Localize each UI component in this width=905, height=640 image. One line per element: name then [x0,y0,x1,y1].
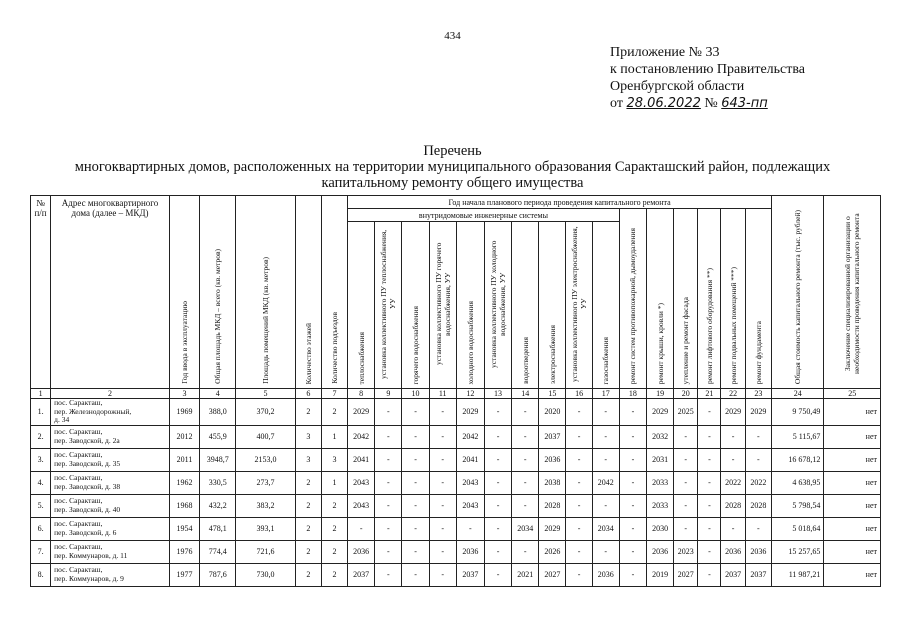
appendix-line: Оренбургской области [610,79,745,94]
cell-cost: 5 115,67 [772,425,824,448]
header-no: № п/п [31,196,51,389]
cell-c21: - [698,540,721,563]
column-number: 2 [51,389,170,399]
cell-c9: - [375,563,402,586]
cell-c16: - [566,399,592,426]
header-premises-area: Площадь помещений МКД (кв. метров) [236,196,295,389]
header-c17: газоснабжения [592,222,619,389]
address-line: пер. Коммунаров, д. 9 [54,573,124,583]
cell-c10: - [402,399,429,426]
cell-c8: 2042 [348,425,375,448]
address-line: пос. Саракташ, [54,398,103,407]
cell-c20: 2027 [674,563,698,586]
cell-c16: - [566,563,592,586]
cell-concl: нет [824,399,881,426]
cell-c9: - [375,494,402,517]
header-c23: ремонт фундамента [745,209,771,389]
cell-c20: - [674,425,698,448]
cell-cost: 9 750,49 [772,399,824,426]
cell-c15: 2036 [539,448,566,471]
column-number: 5 [236,389,295,399]
column-number: 18 [619,389,646,399]
cell-prem: 393,1 [236,517,295,540]
cell-c15: 2038 [539,471,566,494]
cell-floors: 2 [295,471,321,494]
cell-c19: 2031 [647,448,674,471]
cell-total: 3948,7 [200,448,236,471]
cell-c11: - [429,563,456,586]
address-line: д. 34 [54,415,70,424]
cell-year: 1969 [169,399,199,426]
cell-ent: 2 [321,563,347,586]
column-number: 23 [745,389,771,399]
cell-c19: 2029 [647,399,674,426]
column-number: 8 [348,389,375,399]
cell-floors: 2 [295,517,321,540]
header-year-built: Год ввода в эксплуатацию [169,196,199,389]
address-line: пос. Саракташ, [54,473,103,482]
cell-c12: 2029 [456,399,484,426]
cell-c11: - [429,540,456,563]
cell-c19: 2033 [647,494,674,517]
row-number: 1. [31,399,51,426]
cell-c16: - [566,448,592,471]
cell-total: 774,4 [200,540,236,563]
address-line: пос. Саракташ, [54,496,103,505]
cell-c20: - [674,448,698,471]
address-line: пер. Заводской, д. 38 [54,481,121,491]
column-number: 4 [200,389,236,399]
cell-c20: - [674,471,698,494]
table-row [31,471,881,494]
cell-c14: 2034 [512,517,539,540]
header-c21: ремонт лифтового оборудования **) [698,209,721,389]
header-c18: ремонт систем противопожарной, дымоудаления [619,209,646,389]
cell-c17: - [592,399,619,426]
header-c15: электроснабжения [539,222,566,389]
cell-c13: - [484,540,511,563]
header-cost: Общая стоимость капитального ремонта (тыс. рублей) [772,196,824,389]
cell-cost: 16 678,12 [772,448,824,471]
cell-c11: - [429,448,456,471]
cell-c13: - [484,517,511,540]
column-number: 24 [772,389,824,399]
cell-cost: 11 987,21 [772,563,824,586]
cell-floors: 2 [295,399,321,426]
row-number: 3. [31,448,51,471]
header-conclusion: Заключение специализированной организации о необходимости проведения капитального ремонта [824,196,881,389]
cell-c17: - [592,540,619,563]
address-line: пос. Саракташ, [54,450,103,459]
cell-c23: 2029 [745,399,771,426]
column-number: 1 [31,389,51,399]
cell-c22: - [721,517,745,540]
cell-c12: 2042 [456,425,484,448]
cell-c8: 2036 [348,540,375,563]
cell-concl: нет [824,448,881,471]
cell-c12: 2043 [456,471,484,494]
cell-c23: 2022 [745,471,771,494]
column-number: 17 [592,389,619,399]
cell-prem: 2153,0 [236,448,295,471]
cell-c13: - [484,471,511,494]
cell-c12: 2043 [456,494,484,517]
cell-c18: - [619,517,646,540]
cell-c23: - [745,425,771,448]
cell-c16: - [566,471,592,494]
row-number: 2. [31,425,51,448]
cell-ent: 2 [321,517,347,540]
cell-c14: - [512,399,539,426]
appendix-date-line: от 28.06.2022 № 643-пп [610,96,768,111]
header-c12: холодного водоснабжения [456,222,484,389]
cell-c11: - [429,399,456,426]
cell-c8: 2043 [348,494,375,517]
address-line: пос. Саракташ, [54,519,103,528]
header-c13: установка коллективного ПУ холодного водоснабжения, УУ [484,222,511,389]
table-row [31,540,881,563]
cell-concl: нет [824,494,881,517]
cell-c17: 2042 [592,471,619,494]
cell-c22: - [721,448,745,471]
column-number: 9 [375,389,402,399]
cell-concl: нет [824,425,881,448]
cell-c9: - [375,517,402,540]
cell-c12: 2036 [456,540,484,563]
cell-c14: - [512,540,539,563]
cell-year: 1977 [169,563,199,586]
column-number: 11 [429,389,456,399]
cell-c19: 2019 [647,563,674,586]
cell-c18: - [619,448,646,471]
cell-c11: - [429,517,456,540]
cell-c21: - [698,399,721,426]
column-number: 10 [402,389,429,399]
cell-c23: - [745,517,771,540]
cell-c18: - [619,425,646,448]
column-number: 6 [295,389,321,399]
cell-c14: 2021 [512,563,539,586]
cell-year: 1976 [169,540,199,563]
column-number: 15 [539,389,566,399]
cell-c16: - [566,494,592,517]
address-cell [51,471,170,494]
cell-prem: 400,7 [236,425,295,448]
cell-floors: 3 [295,448,321,471]
cell-c21: - [698,471,721,494]
cell-prem: 383,2 [236,494,295,517]
page-number: 434 [444,30,461,42]
cell-c16: - [566,517,592,540]
cell-c15: 2027 [539,563,566,586]
header-total-area: Общая площадь МКД – всего (кв. метров) [200,196,236,389]
cell-c11: - [429,494,456,517]
cell-year: 1962 [169,471,199,494]
cell-c13: - [484,563,511,586]
header-entrances: Количество подъездов [321,196,347,389]
cell-c14: - [512,448,539,471]
row-number: 8. [31,563,51,586]
cell-c8: - [348,517,375,540]
cell-c19: 2033 [647,471,674,494]
address-line: пер. Заводской, д. 2а [54,435,120,445]
cell-c13: - [484,399,511,426]
cell-c9: - [375,399,402,426]
address-cell [51,399,170,426]
cell-c15: 2020 [539,399,566,426]
row-number: 5. [31,494,51,517]
cell-concl: нет [824,563,881,586]
cell-concl: нет [824,471,881,494]
cell-c15: 2037 [539,425,566,448]
cell-c22: 2029 [721,399,745,426]
cell-ent: 1 [321,471,347,494]
cell-c18: - [619,399,646,426]
column-number: 20 [674,389,698,399]
cell-c10: - [402,471,429,494]
column-number: 7 [321,389,347,399]
address-cell [51,563,170,586]
cell-c8: 2043 [348,471,375,494]
cell-c9: - [375,425,402,448]
column-number: 14 [512,389,539,399]
cell-c20: 2025 [674,399,698,426]
address-line: пер. Заводской, д. 6 [54,527,117,537]
cell-ent: 1 [321,425,347,448]
cell-ent: 2 [321,494,347,517]
address-line: пер. Коммунаров, д. 11 [54,550,128,560]
cell-total: 787,6 [200,563,236,586]
cell-c21: - [698,494,721,517]
cell-year: 1954 [169,517,199,540]
cell-c23: 2037 [745,563,771,586]
cell-c8: 2037 [348,563,375,586]
cell-c20: - [674,494,698,517]
column-number-row [31,389,881,399]
column-number: 19 [647,389,674,399]
cell-c21: - [698,425,721,448]
cell-c18: - [619,563,646,586]
table-row [31,517,881,540]
buildings-table [30,195,881,587]
address-line: пер. Заводской, д. 40 [54,504,121,514]
decree-number: 643-пп [721,96,768,111]
cell-cost: 15 257,65 [772,540,824,563]
header-c14: водоотведения [512,222,539,389]
cell-c14: - [512,425,539,448]
cell-c17: - [592,448,619,471]
table-row [31,494,881,517]
document-title: Перечень многоквартирных домов, расположенных на территории муниципального образования Саракташский район, подлежащих капитальному ремонту общего имущества [74,143,831,191]
cell-c18: - [619,494,646,517]
cell-c13: - [484,494,511,517]
cell-c15: 2029 [539,517,566,540]
cell-c22: 2036 [721,540,745,563]
cell-c23: - [745,448,771,471]
cell-c17: - [592,494,619,517]
header-plan-group: Год начала планового периода проведения капитального ремонта [348,196,772,209]
cell-year: 2012 [169,425,199,448]
cell-c15: 2026 [539,540,566,563]
address-line: пос. Саракташ, [54,427,103,436]
address-cell [51,448,170,471]
cell-c13: - [484,425,511,448]
cell-ent: 3 [321,448,347,471]
address-line: пер. Железнодорожный, [54,406,132,416]
cell-c11: - [429,471,456,494]
cell-c21: - [698,517,721,540]
address-line: пос. Саракташ, [54,542,103,551]
table-row [31,563,881,586]
cell-c22: - [721,425,745,448]
cell-c22: 2037 [721,563,745,586]
cell-cost: 5 018,64 [772,517,824,540]
header-c9: установка коллективного ПУ теплоснабжения, УУ [375,222,402,389]
header-floors: Количество этажей [295,196,321,389]
cell-prem: 273,7 [236,471,295,494]
cell-c17: 2036 [592,563,619,586]
appendix-line: Приложение № 33 [610,45,720,60]
cell-c22: 2022 [721,471,745,494]
column-number: 12 [456,389,484,399]
column-number: 22 [721,389,745,399]
column-number: 21 [698,389,721,399]
address-cell [51,425,170,448]
cell-c21: - [698,563,721,586]
cell-c8: 2041 [348,448,375,471]
cell-c10: - [402,448,429,471]
cell-c17: - [592,425,619,448]
cell-floors: 2 [295,563,321,586]
cell-c8: 2029 [348,399,375,426]
header-c20: утепление и ремонт фасада [674,209,698,389]
cell-c12: 2037 [456,563,484,586]
cell-c21: - [698,448,721,471]
cell-c10: - [402,425,429,448]
cell-floors: 2 [295,540,321,563]
address-line: пер. Заводской, д. 35 [54,458,121,468]
header-address: Адрес многоквартирного дома (далее – МКД) [51,196,170,389]
cell-c14: - [512,471,539,494]
column-number: 25 [824,389,881,399]
appendix-line: к постановлению Правительства [610,62,806,77]
cell-c18: - [619,471,646,494]
address-cell [51,540,170,563]
cell-c9: - [375,540,402,563]
cell-c19: 2036 [647,540,674,563]
cell-prem: 370,2 [236,399,295,426]
cell-total: 478,1 [200,517,236,540]
cell-c16: - [566,540,592,563]
cell-c19: 2030 [647,517,674,540]
header-engineering-group: внутридомовые инженерные системы [348,209,620,222]
cell-c23: 2036 [745,540,771,563]
header-c10: горячего водоснабжения [402,222,429,389]
cell-c10: - [402,563,429,586]
cell-ent: 2 [321,540,347,563]
cell-cost: 5 798,54 [772,494,824,517]
cell-c18: - [619,540,646,563]
cell-c9: - [375,448,402,471]
table-row [31,448,881,471]
cell-floors: 3 [295,425,321,448]
cell-ent: 2 [321,399,347,426]
cell-c11: - [429,425,456,448]
row-number: 7. [31,540,51,563]
cell-c19: 2032 [647,425,674,448]
cell-c10: - [402,540,429,563]
cell-floors: 2 [295,494,321,517]
row-number: 4. [31,471,51,494]
address-cell [51,517,170,540]
cell-cost: 4 638,95 [772,471,824,494]
header-c11: установка коллективного ПУ горячего водоснабжения, УУ [429,222,456,389]
header-c19: ремонт крыши, кровли *) [647,209,674,389]
column-number: 13 [484,389,511,399]
header-c16: установка коллективного ПУ электроснабжения, УУ [566,222,592,389]
decree-date: 28.06.2022 [626,96,701,111]
table-row [31,399,881,426]
cell-c9: - [375,471,402,494]
column-number: 16 [566,389,592,399]
cell-concl: нет [824,540,881,563]
cell-c20: - [674,517,698,540]
cell-c10: - [402,494,429,517]
cell-c10: - [402,517,429,540]
address-cell [51,494,170,517]
cell-prem: 721,6 [236,540,295,563]
address-line: пос. Саракташ, [54,565,103,574]
table-row [31,425,881,448]
cell-c14: - [512,494,539,517]
cell-c12: 2041 [456,448,484,471]
cell-year: 1968 [169,494,199,517]
cell-total: 455,9 [200,425,236,448]
cell-c22: 2028 [721,494,745,517]
cell-year: 2011 [169,448,199,471]
appendix-header [610,44,805,112]
cell-c12: - [456,517,484,540]
header-c8: теплоснабжения [348,222,375,389]
cell-total: 432,2 [200,494,236,517]
cell-c16: - [566,425,592,448]
cell-total: 388,0 [200,399,236,426]
cell-prem: 730,0 [236,563,295,586]
row-number: 6. [31,517,51,540]
column-number: 3 [169,389,199,399]
header-c22: ремонт подвальных помещений ***) [721,209,745,389]
cell-c23: 2028 [745,494,771,517]
cell-c17: 2034 [592,517,619,540]
cell-c13: - [484,448,511,471]
cell-concl: нет [824,517,881,540]
cell-total: 330,5 [200,471,236,494]
cell-c15: 2028 [539,494,566,517]
cell-c20: 2023 [674,540,698,563]
